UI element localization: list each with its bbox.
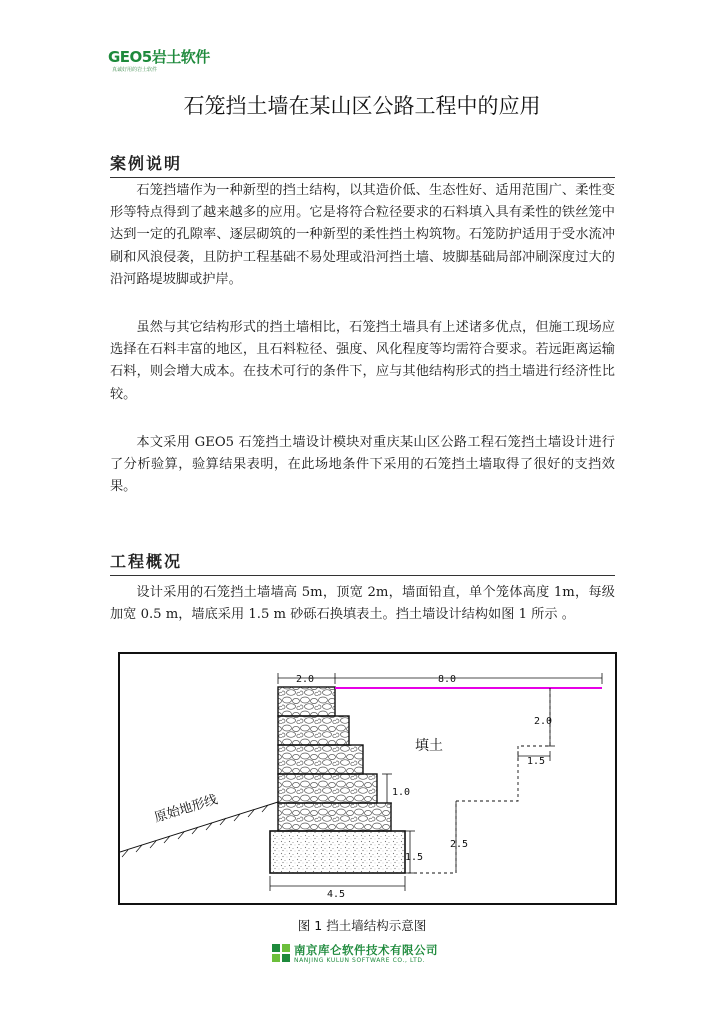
excavation-outline <box>405 688 553 873</box>
section-rule <box>110 575 615 576</box>
dim-fill-length: 8.0 <box>438 674 457 685</box>
dim-bench-width: 1.5 <box>527 756 546 767</box>
document-title: 石笼挡土墙在某山区公路工程中的应用 <box>183 94 541 118</box>
terrain-label: 原始地形线 <box>152 792 220 826</box>
paragraph-analysis: 本文采用 GEO5 石笼挡土墙设计模块对重庆某山区公路工程石笼挡土墙设计进行了分析验算，验算结果表明，在此场地条件下采用的石笼挡土墙取得了很好的支挡效果。 <box>110 435 615 495</box>
logo-tagline: 真诚好用的岩土软件 <box>112 67 158 73</box>
gabion-basket-5 <box>278 803 391 831</box>
wall-structure-figure <box>118 652 617 905</box>
gabion-basket-3 <box>278 745 363 774</box>
logo-text: GEO5岩土软件 <box>108 48 210 66</box>
gabion-basket-2 <box>278 716 349 745</box>
section-heading-case: 案例说明 <box>110 154 183 173</box>
figure-caption: 图 1 挡土墙结构示意图 <box>297 918 427 933</box>
company-mark-icon <box>272 944 290 962</box>
paragraph-intro: 石笼挡墙作为一种新型的挡土结构，以其造价低、生态性好、适用范围广、柔性变形等特点得到了越来越多的应用。它是将符合粒径要求的石料填入具有柔性的铁丝笼中达到一定的孔隙率、逐层砌筑的一种新型的柔性挡土构筑物。石笼防护适用于受水流冲刷和风浪侵袭，且防护工程基础不易处理或沿河挡土墙、坡脚基础局部冲刷深度过大的沿河路堤坡脚或护岸。 <box>110 183 615 287</box>
paragraph-design: 设计采用的石笼挡土墙墙高 5m，顶宽 2m，墙面铅直，单个笼体高度 1m，每级加宽 0.5 m，墙底采用 1.5 m 砂砾石换填表土。挡土墙设计结构如图 1 所示 。 <box>110 585 615 623</box>
dim-excavation-height: 2.5 <box>450 839 469 850</box>
header-logo <box>108 48 228 76</box>
dim-base-width: 4.5 <box>327 889 346 900</box>
gabion-basket-4 <box>278 774 377 803</box>
footer-logo <box>272 942 452 968</box>
section-rule <box>110 177 615 178</box>
dim-basket-height: 1.0 <box>392 787 411 798</box>
company-name-cn: 南京库仑软件技术有限公司 <box>294 943 438 957</box>
wall-diagram <box>120 654 615 903</box>
section-heading-overview: 工程概况 <box>110 552 183 571</box>
company-name-en: NANJING KULUN SOFTWARE CO., LTD. <box>294 957 426 964</box>
gravel-base-layer <box>270 831 405 873</box>
dim-slope-height: 2.0 <box>534 716 553 727</box>
gabion-basket-1 <box>278 687 335 716</box>
dim-base-height: 1.5 <box>405 852 424 863</box>
fill-label: 填土 <box>415 738 443 754</box>
paragraph-comparison: 虽然与其它结构形式的挡土墙相比，石笼挡土墙具有上述诸多优点，但施工现场应选择在石料丰富的地区，且石料粒径、强度、风化程度等均需符合要求。若远距离运输石料，则会增大成本。在技术可行的条件下，应与其他结构形式的挡土墙进行经济性比较。 <box>110 320 615 402</box>
dim-top-width: 2.0 <box>296 674 315 685</box>
